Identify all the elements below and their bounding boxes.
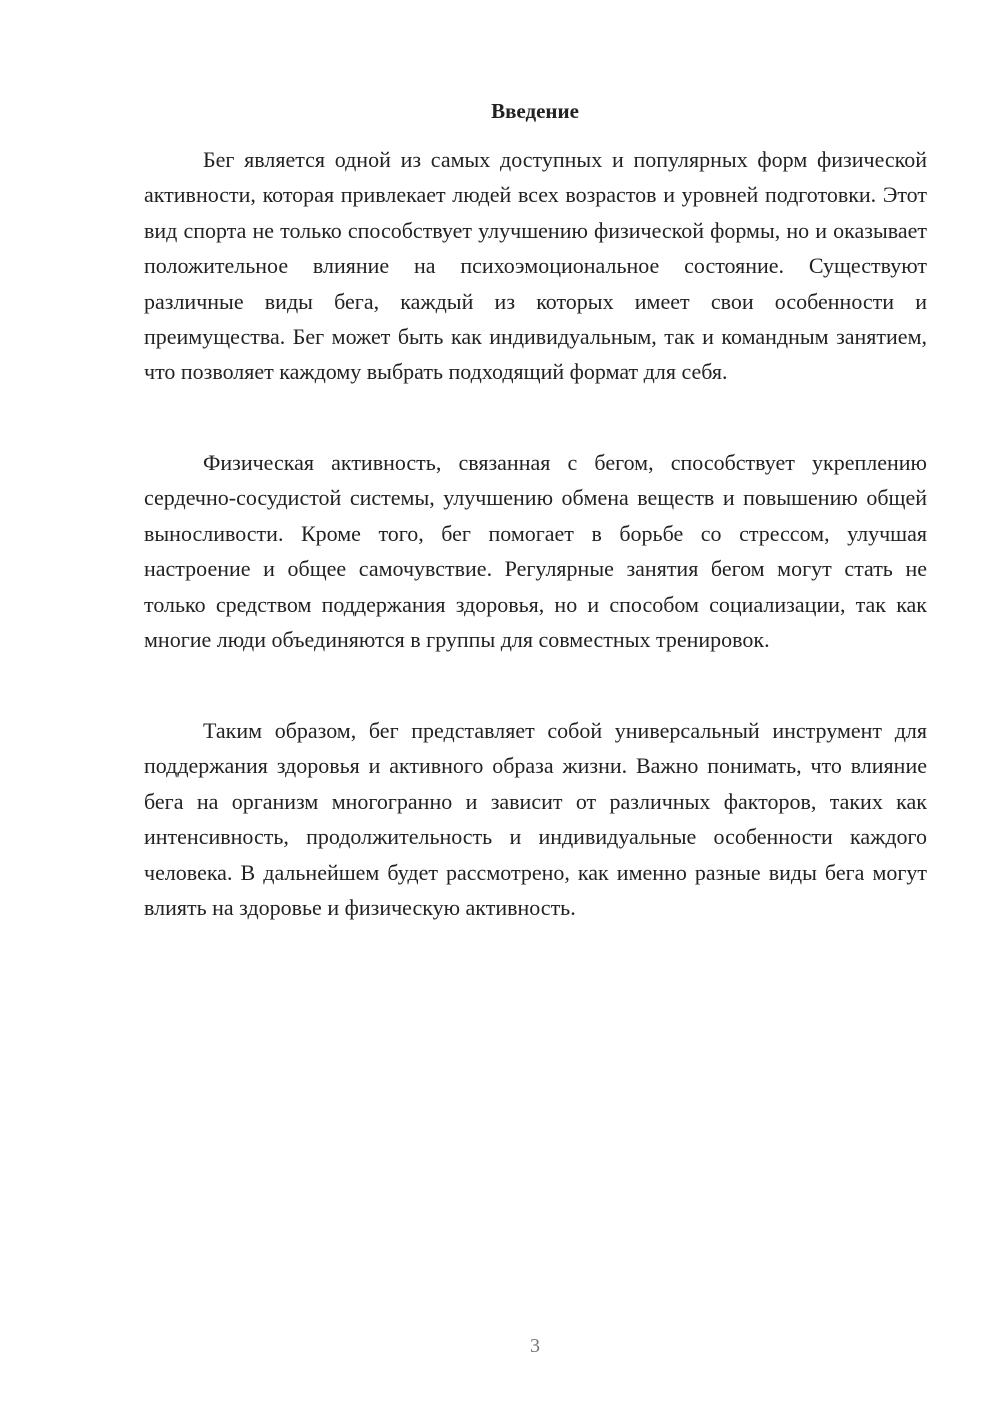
page-title: Введение [491,99,579,123]
paragraph-1: Бег является одной из самых доступных и популярных форм физической активности, которая привлекает людей всех возрастов и уровней подготовки. Этот вид спорта не только способствует улучшению физической формы, но и оказывает положительное влияние на психоэмоциональное состояние. Существуют различные виды бега, каждый из которых имеет свои особенности и преимущества. Бег может быть как индивидуальным, так и командным занятием, что позволяет каждому выбрать подходящий формат для себя. [144,147,927,385]
paragraph-2: Физическая активность, связанная с бегом, способствует укреплению сердечно-сосудистой системы, улучшению обмена веществ и повышению общей выносливости. Кроме того, бег помогает в борьбе со стрессом, улучшая настроение и общее самочувствие. Регулярные занятия бегом могут стать не только средством поддержания здоровья, но и способом социализации, так как многие люди объединяются в группы для совместных тренировок. [144,450,927,653]
page-number: 3 [530,1335,540,1357]
paragraph-3: Таким образом, бег представляет собой универсальный инструмент для поддержания здоровья и активного образа жизни. Важно понимать, что влияние бега на организм многогранно и зависит от различных факторов, таких как интенсивность, продолжительность и индивидуальные особенности каждого человека. В дальнейшем будет рассмотрено, как именно разные виды бега могут влиять на здоровье и физическую активность. [144,718,927,921]
